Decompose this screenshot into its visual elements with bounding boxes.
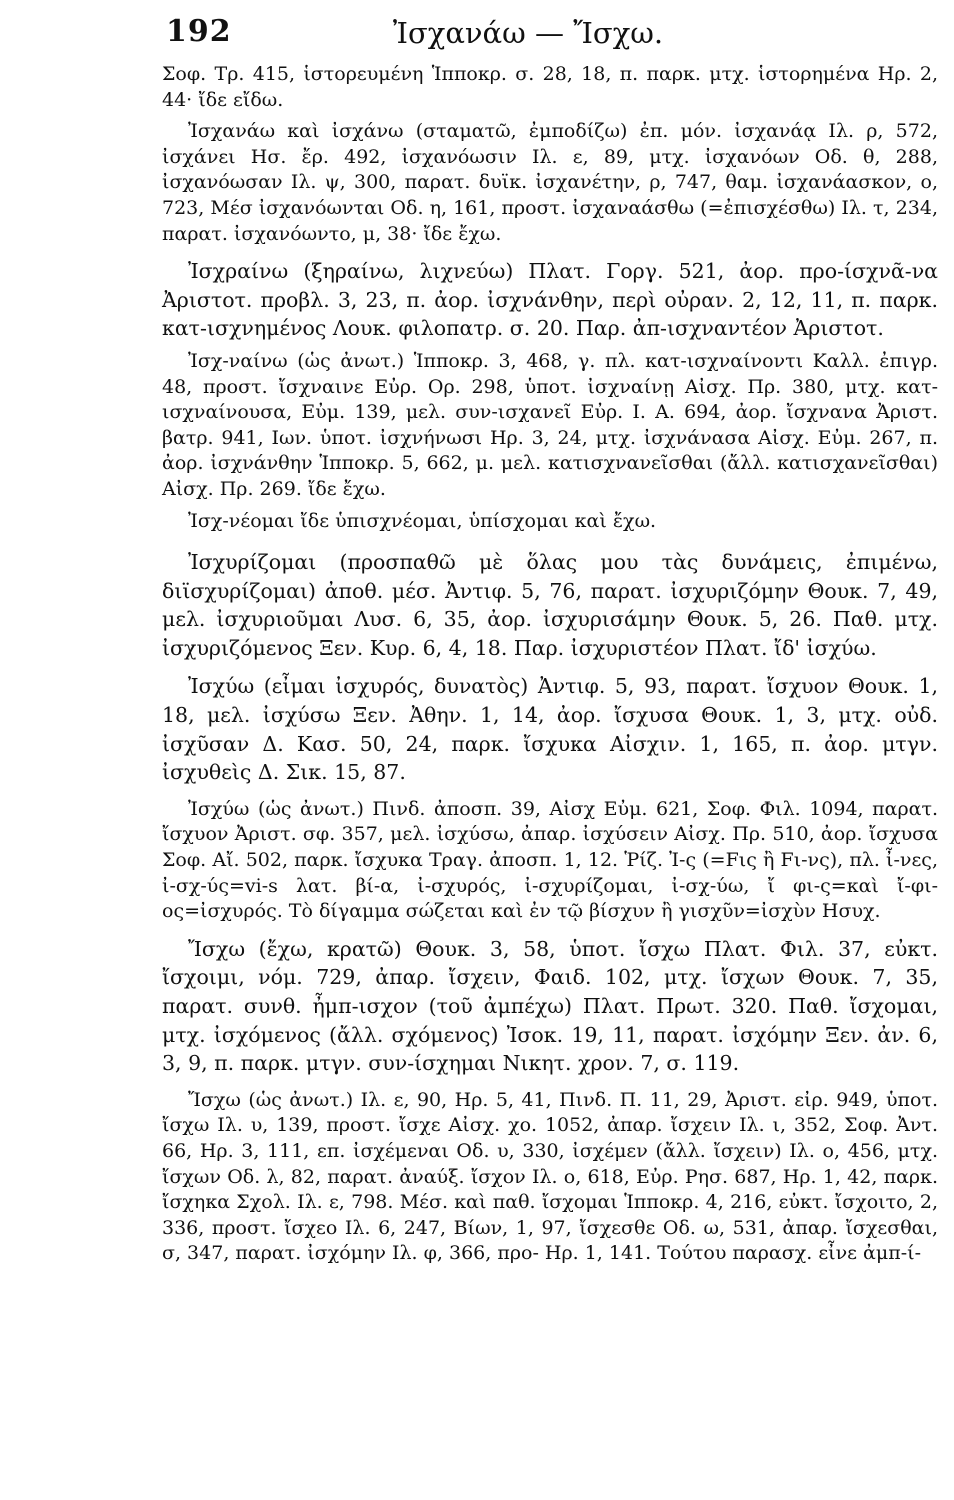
entry-ischo: Ἴσχω (ἔχω, κρατῶ) Θουκ. 3, 58, ὑποτ. ἴσχω Πλατ. Φιλ. 37, εὐκτ. ἴσχοιμι, νόμ. 729, ἀπαρ. ἴσχειν, Φαιδ. 102, μτχ. ἴσχων Θουκ. 7, 35, παρατ. συνθ. ἦμπ-ισχον (τοῦ ἀμπέχω) Πλατ. Πρωτ. 320. Παθ. ἴσχομαι, μτχ. ἰσχόμενος (ἄλλ. σχόμενος) Ἰσοκ. 19, 11, παρατ. ἰσχόμην Ξεν. ἀν. 6, 3, 9, π. παρκ. μτγν. συν-ίσχημαι Νικητ. χρον. 7, σ. 119. <box>162 936 938 1076</box>
entry-ischnaino-att: Ἰσχ-ναίνω (ὡς ἀνωτ.) Ἱπποκρ. 3, 468, γ. πλ. κατ-ισχναίνοντι Καλλ. ἐπιγρ. 48, προστ. ἴσχναινε Εὐρ. Ορ. 298, ὑποτ. ἰσχναίνῃ Αἰσχ. Πρ. 380, μτχ. κατ-ισχναίνουσα, Εὐμ. 139, μελ. συν-ισχανεῖ Εὐρ. Ι. Α. 694, ἀορ. ἴσχνανα Ἀριστ. βατρ. 941, Ιων. ὑποτ. ἰσχνήνωσι Ηρ. 3, 24, μτχ. ἰσχνάνασα Αἰσχ. Εὐμ. 267, π. ἀορ. ἰσχνάνθην Ἱπποκρ. 5, 662, μ. μελ. κατισχνανεῖσθαι (ἄλλ. κατισχανεῖσθαι) Αἰσχ. Πρ. 269. ἴδε ἔχω. <box>162 349 938 500</box>
entry-ischyo-att: Ἰσχύω (ὡς ἀνωτ.) Πινδ. ἀποσπ. 39, Αἰσχ Εὐμ. 621, Σοφ. Φιλ. 1094, παρατ. ἴσχυον Ἀριστ. σφ. 357, μελ. ἰσχύσω, ἀπαρ. ἰσχύσειν Αἰσχ. Πρ. 510, ἀορ. ἴσχυσα Σοφ. Αἴ. 502, παρκ. ἴσχυκα Τραγ. ἀποσπ. 1, 12. Ῥίζ. Ἰ-ς (=Fις ἢ Fι-νς), πλ. ἶ-νες, ἰ-σχ-ύς=vi-s λατ. βί-α, ἰ-σχυρός, ἰ-σχυρίζομαι, ἰ-σχ-ύω, ἴ φι-ς=καὶ ἴ-φι-ος=ἰσχυρός. Τὸ δίγαμμα σώζεται καὶ ἐν τῷ βίσχυν ἢ γισχῦν=ἰσχὺν Ησυχ. <box>162 797 938 923</box>
running-head: Ἰσχανάω — Ἴσχω. <box>392 16 664 50</box>
entry-continuation: Σοφ. Τρ. 415, ἱστορευμένη Ἱπποκρ. σ. 28, 18, π. παρκ. μτχ. ἱστορημένα Ηρ. 2, 44· ἴδε εἴδω. <box>162 63 938 111</box>
page-body <box>162 62 938 1267</box>
entry-ischyo: Ἰσχύω (εἶμαι ἰσχυρός, δυνατὸς) Ἀντιφ. 5, 93, παρατ. ἴσχυον Θουκ. 1, 18, μελ. ἰσχύσω Ξεν. Ἀθην. 1, 14, ἀορ. ἴσχυσα Θουκ. 1, 3, μτχ. οὐδ. ἰσχῦσαν Δ. Κασ. 50, 24, παρκ. ἴσχυκα Αἰσχιν. 1, 165, π. ἀορ. μτγν. ἰσχυθεὶς Δ. Σικ. 15, 87. <box>162 674 938 785</box>
entry-ischo-att: Ἴσχω (ὡς ἀνωτ.) Ιλ. ε, 90, Ηρ. 5, 41, Πινδ. Π. 11, 29, Ἀριστ. εἰρ. 949, ὑποτ. ἴσχω Ιλ. υ, 139, προστ. ἴσχε Αἰσχ. χο. 1052, ἀπαρ. ἴσχειν Ιλ. ι, 352, Σοφ. Ἀντ. 66, Ηρ. 3, 111, επ. ἰσχέμεναι Οδ. υ, 330, ἰσχέμεν (ἄλλ. ἴσχειν) Ιλ. ο, 456, μτχ. ἴσχων Οδ. λ, 82, παρατ. ἀναύξ. ἴσχον Ιλ. ο, 618, Εὐρ. Ρησ. 687, Ηρ. 1, 42, παρκ. ἴσχηκα Σχολ. Ιλ. ε, 798. Μέσ. καὶ παθ. ἴσχομαι Ἱπποκρ. 4, 216, εὐκτ. ἴσχοιτο, 2, 336, προστ. ἴσχεο Ιλ. 6, 247, Βίων, 1, 97, ἴσχεσθε Οδ. ω, 531, ἀπαρ. ἴσχεσθαι, σ, 347, παρατ. ἰσχόμην Ιλ. φ, 366, προ- Ηρ. 1, 141. Τούτου παρασχ. εἶνε ἀμπ-ί- <box>162 1088 938 1265</box>
entry-ischanao: Ἰσχανάω καὶ ἰσχάνω (σταματῶ, ἐμποδίζω) ἐπ. μόν. ἰσχανάᾳ Ιλ. ρ, 572, ἰσχάνει Ησ. ἔρ. 492, ἰσχανόωσιν Ιλ. ε, 89, μτχ. ἰσχανόων Οδ. θ, 288, ἰσχανόωσαν Ιλ. ψ, 300, παρατ. δυϊκ. ἰσχανέτην, ρ, 747, θαμ. ἰσχανάασκον, ο, 723, Μέσ ἰσχανόωνται Οδ. η, 161, προστ. ἰσχαναάσθω (=ἐπισχέσθω) Ιλ. τ, 234, παρατ. ἰσχανόωντο, μ, 38· ἴδε ἔχω. <box>162 120 938 245</box>
entry-ischyrizomai: Ἰσχυρίζομαι (προσπαθῶ μὲ ὅλας μου τὰς δυνάμεις, ἐπιμένω, διϊσχυρίζομαι) ἀποθ. μέσ. Ἀντιφ. 5, 76, παρατ. ἰσχυριζόμην Θουκ. 7, 49, μελ. ἰσχυριοῦμαι Λυσ. 6, 35, ἀορ. ἰσχυρισάμην Θουκ. 5, 26. Παθ. μτχ. ἰσχυριζόμενος Ξεν. Κυρ. 6, 4, 18. Παρ. ἰσχυριστέον Πλατ. ἴδ' ἰσχύω. <box>162 550 938 660</box>
page-number: 192 <box>166 14 232 49</box>
entry-ischneomai: Ἰσχ-νέομαι ἴδε ὑπισχνέομαι, ὑπίσχομαι καὶ ἔχω. <box>188 509 657 532</box>
entry-ischraino: Ἰσχραίνω (ξηραίνω, λιχνεύω) Πλατ. Γοργ. 521, ἀορ. προ-ίσχνᾶ-να Ἀριστοτ. προβλ. 3, 23, π. ἀορ. ἰσχνάνθην, περὶ οὐραν. 2, 12, 11, π. παρκ. κατ-ισχνημένος Λουκ. φιλοπατρ. σ. 20. Παρ. ἀπ-ισχναντέον Ἀριστοτ. <box>162 259 938 341</box>
page-header <box>162 12 894 56</box>
